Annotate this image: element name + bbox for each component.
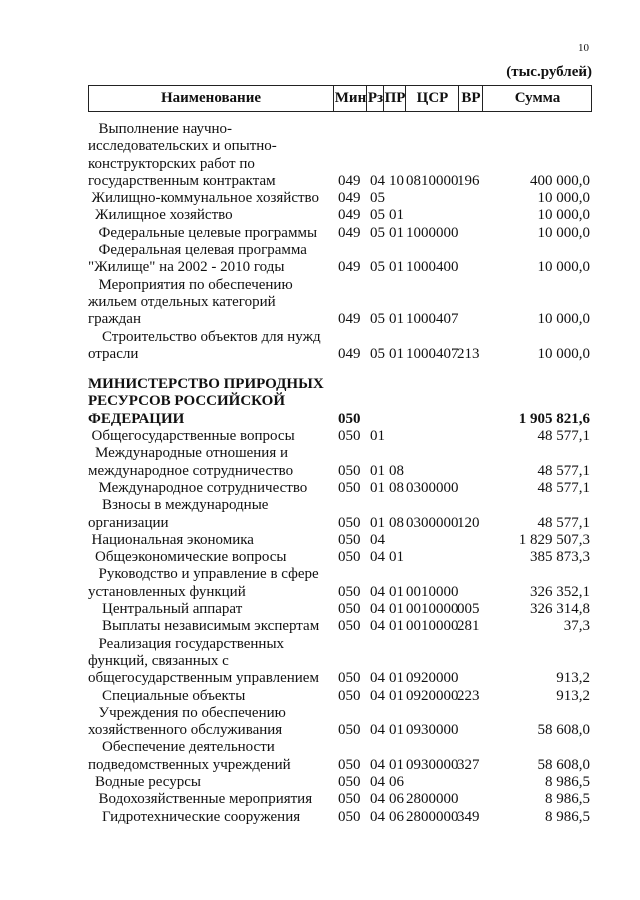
row-code-rz: 01 (370, 462, 385, 479)
row-code-min: 049 (338, 259, 361, 276)
row-code-rz: 04 (370, 531, 385, 548)
row-name: МИНИСТЕРСТВО ПРИРОДНЫХ РЕСУРСОВ РОССИЙСКОЙ ФЕДЕРАЦИИ (88, 376, 324, 427)
row-code-pr: 01 (389, 722, 404, 739)
row-sum: 400 000,0 (530, 172, 590, 189)
row-sum: 8 986,5 (545, 773, 590, 790)
table-row (88, 532, 592, 549)
row-code-rz: 05 (370, 207, 385, 224)
row-code-pr: 01 (389, 756, 404, 773)
row-sum: 10 000,0 (537, 207, 590, 224)
row-name: Специальные объекты (102, 687, 246, 704)
row-code-min: 050 (338, 601, 361, 618)
row-name: Жилищно-коммунальное хозяйство (91, 190, 320, 207)
table-row (88, 566, 592, 601)
row-sum: 37,3 (563, 618, 590, 635)
row-code-pr: 01 (389, 207, 404, 224)
row-code-pr: 08 (389, 479, 404, 496)
row-sum: 1 905 821,6 (518, 410, 590, 427)
table-row (88, 636, 592, 688)
table-row (88, 549, 592, 566)
row-code-csr: 0930000 (406, 722, 459, 739)
row-code-min: 050 (338, 410, 361, 427)
row-code-pr: 06 (389, 808, 404, 825)
row-code-min: 050 (338, 808, 361, 825)
row-code-min: 050 (338, 549, 361, 566)
table-row (88, 497, 592, 532)
row-code-csr: 0010000 (406, 618, 459, 635)
row-code-vr: 349 (457, 808, 480, 825)
row-code-rz: 04 (370, 773, 385, 790)
row-code-min: 050 (338, 618, 361, 635)
row-code-min: 050 (338, 687, 361, 704)
row-code-pr: 06 (389, 773, 404, 790)
row-code-vr: 223 (457, 687, 480, 704)
row-sum: 326 352,1 (530, 583, 590, 600)
table-row (88, 618, 592, 635)
row-code-pr: 01 (389, 311, 404, 328)
row-code-pr: 06 (389, 791, 404, 808)
row-code-csr: 2800000 (406, 808, 459, 825)
table-row (88, 277, 592, 329)
row-code-csr: 1000407 (406, 345, 459, 362)
table-row (88, 376, 592, 428)
row-code-csr: 0300000 (406, 514, 459, 531)
row-code-min: 049 (338, 311, 361, 328)
row-name: Федеральные целевые программы (98, 224, 318, 241)
row-code-csr: 2800000 (406, 791, 459, 808)
row-code-min: 050 (338, 773, 361, 790)
row-sum: 8 986,5 (545, 808, 590, 825)
row-code-rz: 04 (370, 722, 385, 739)
row-sum: 10 000,0 (537, 345, 590, 362)
row-code-vr: 120 (457, 514, 480, 531)
row-code-csr: 1000000 (406, 224, 459, 241)
row-sum: 10 000,0 (537, 224, 590, 241)
row-code-min: 049 (338, 224, 361, 241)
table-row (88, 329, 592, 364)
row-name: Водохозяйственные мероприятия (98, 791, 313, 808)
row-name: Мероприятия по обеспечению жильем отдельных категорий граждан (88, 276, 293, 328)
row-sum: 48 577,1 (537, 428, 590, 445)
table-row (88, 480, 592, 497)
row-code-rz: 05 (370, 224, 385, 241)
row-code-min: 050 (338, 722, 361, 739)
row-code-vr: 327 (457, 756, 480, 773)
row-sum: 10 000,0 (537, 311, 590, 328)
page-number: 10 (578, 42, 589, 54)
header-rz: Рз (366, 86, 384, 111)
row-code-min: 049 (338, 345, 361, 362)
row-code-rz: 04 (370, 808, 385, 825)
row-code-pr: 01 (389, 601, 404, 618)
row-sum: 58 608,0 (537, 722, 590, 739)
row-code-rz: 04 (370, 791, 385, 808)
table-row (88, 774, 592, 791)
row-code-pr: 01 (389, 583, 404, 600)
table-row (88, 705, 592, 740)
row-code-csr: 0300000 (406, 479, 459, 496)
table-row (88, 601, 592, 618)
row-code-rz: 04 (370, 172, 385, 189)
header-min: Мин (333, 86, 367, 111)
row-code-min: 050 (338, 462, 361, 479)
row-code-rz: 04 (370, 549, 385, 566)
row-code-pr: 01 (389, 670, 404, 687)
row-code-pr: 10 (389, 172, 404, 189)
row-code-min: 050 (338, 514, 361, 531)
row-code-pr: 01 (389, 345, 404, 362)
row-code-rz: 01 (370, 514, 385, 531)
row-sum: 48 577,1 (537, 479, 590, 496)
row-code-csr: 0810000 (406, 172, 459, 189)
row-code-rz: 05 (370, 259, 385, 276)
table-row (88, 121, 592, 190)
header-csr: ЦСР (405, 86, 459, 111)
row-code-min: 050 (338, 428, 361, 445)
row-sum: 48 577,1 (537, 462, 590, 479)
row-code-pr: 01 (389, 259, 404, 276)
header-sum: Сумма (482, 86, 592, 111)
row-name: Реализация государственных функций, связанных с общегосударственным управлением (88, 635, 319, 687)
row-code-rz: 05 (370, 345, 385, 362)
row-code-min: 050 (338, 756, 361, 773)
row-code-rz: 04 (370, 670, 385, 687)
row-code-csr: 1000407 (406, 311, 459, 328)
row-code-rz: 04 (370, 756, 385, 773)
row-code-pr: 01 (389, 618, 404, 635)
row-code-pr: 08 (389, 514, 404, 531)
row-code-min: 050 (338, 531, 361, 548)
row-sum: 913,2 (556, 670, 590, 687)
row-code-min: 050 (338, 583, 361, 600)
row-code-csr: 0920000 (406, 687, 459, 704)
table-row (88, 225, 592, 242)
table-row (88, 445, 592, 480)
row-code-rz: 01 (370, 428, 385, 445)
row-code-min: 050 (338, 670, 361, 687)
row-name: Водные ресурсы (95, 773, 201, 790)
row-code-min: 050 (338, 479, 361, 496)
row-name: Выполнение научно- исследовательских и опытно- конструкторских работ по государственным контрактам (88, 121, 277, 189)
row-sum: 8 986,5 (545, 791, 590, 808)
row-code-csr: 1000400 (406, 259, 459, 276)
table-row (88, 190, 592, 207)
row-code-min: 049 (338, 172, 361, 189)
row-code-vr: 196 (457, 172, 480, 189)
row-sum: 58 608,0 (537, 756, 590, 773)
table-row (88, 428, 592, 445)
row-code-csr: 0010000 (406, 583, 459, 600)
row-name: Национальная экономика (91, 531, 254, 548)
row-code-vr: 281 (457, 618, 480, 635)
row-name: Выплаты независимым экспертам (102, 618, 320, 635)
row-code-pr: 01 (389, 549, 404, 566)
row-sum: 10 000,0 (537, 190, 590, 207)
row-sum: 913,2 (556, 687, 590, 704)
row-code-rz: 04 (370, 601, 385, 618)
row-code-pr: 08 (389, 462, 404, 479)
row-name: Федеральная целевая программа "Жилище" на 2002 - 2010 годы (88, 242, 307, 276)
row-code-rz: 05 (370, 311, 385, 328)
row-name: Центральный аппарат (102, 601, 243, 618)
table-body (88, 121, 592, 826)
row-name: Руководство и управление в сфере установленных функций (88, 566, 319, 600)
row-code-pr: 01 (389, 687, 404, 704)
row-name: Международные отношения и международное сотрудничество (88, 445, 294, 479)
row-code-csr: 0930000 (406, 756, 459, 773)
row-sum: 326 314,8 (530, 601, 590, 618)
row-code-min: 050 (338, 791, 361, 808)
table-header (88, 85, 592, 112)
table-row (88, 207, 592, 224)
row-name: Взносы в международные организации (88, 497, 269, 531)
row-name: Учреждения по обеспечению хозяйственного обслуживания (88, 704, 286, 739)
row-name: Жилищное хозяйство (95, 207, 233, 224)
row-sum: 48 577,1 (537, 514, 590, 531)
row-code-vr: 005 (457, 601, 480, 618)
row-code-rz: 04 (370, 687, 385, 704)
row-name: Общегосударственные вопросы (91, 428, 295, 445)
row-code-min: 049 (338, 207, 361, 224)
header-vr: ВР (458, 86, 483, 111)
row-name: Обеспечение деятельности подведомственных учреждений (88, 739, 291, 773)
header-name: Наименование (161, 90, 261, 106)
table-row (88, 809, 592, 826)
row-name: Гидротехнические сооружения (102, 808, 301, 825)
table-row (88, 688, 592, 705)
row-name: Общеэкономические вопросы (95, 549, 287, 566)
row-code-rz: 04 (370, 583, 385, 600)
table-row (88, 739, 592, 774)
row-code-rz: 04 (370, 618, 385, 635)
row-code-csr: 0010000 (406, 601, 459, 618)
row-code-min: 049 (338, 190, 361, 207)
row-code-pr: 01 (389, 224, 404, 241)
table-row (88, 242, 592, 277)
row-name: Строительство объектов для нужд отрасли (88, 328, 321, 362)
row-code-rz: 01 (370, 479, 385, 496)
row-code-rz: 05 (370, 190, 385, 207)
row-code-csr: 0920000 (406, 670, 459, 687)
row-sum: 10 000,0 (537, 259, 590, 276)
row-sum: 1 829 507,3 (518, 531, 590, 548)
row-name: Международное сотрудничество (98, 479, 308, 496)
units-label: (тыс.рублей) (506, 64, 592, 80)
header-pr: ПР (383, 86, 406, 111)
row-sum: 385 873,3 (530, 549, 590, 566)
table-row (88, 791, 592, 808)
row-code-vr: 213 (457, 345, 480, 362)
